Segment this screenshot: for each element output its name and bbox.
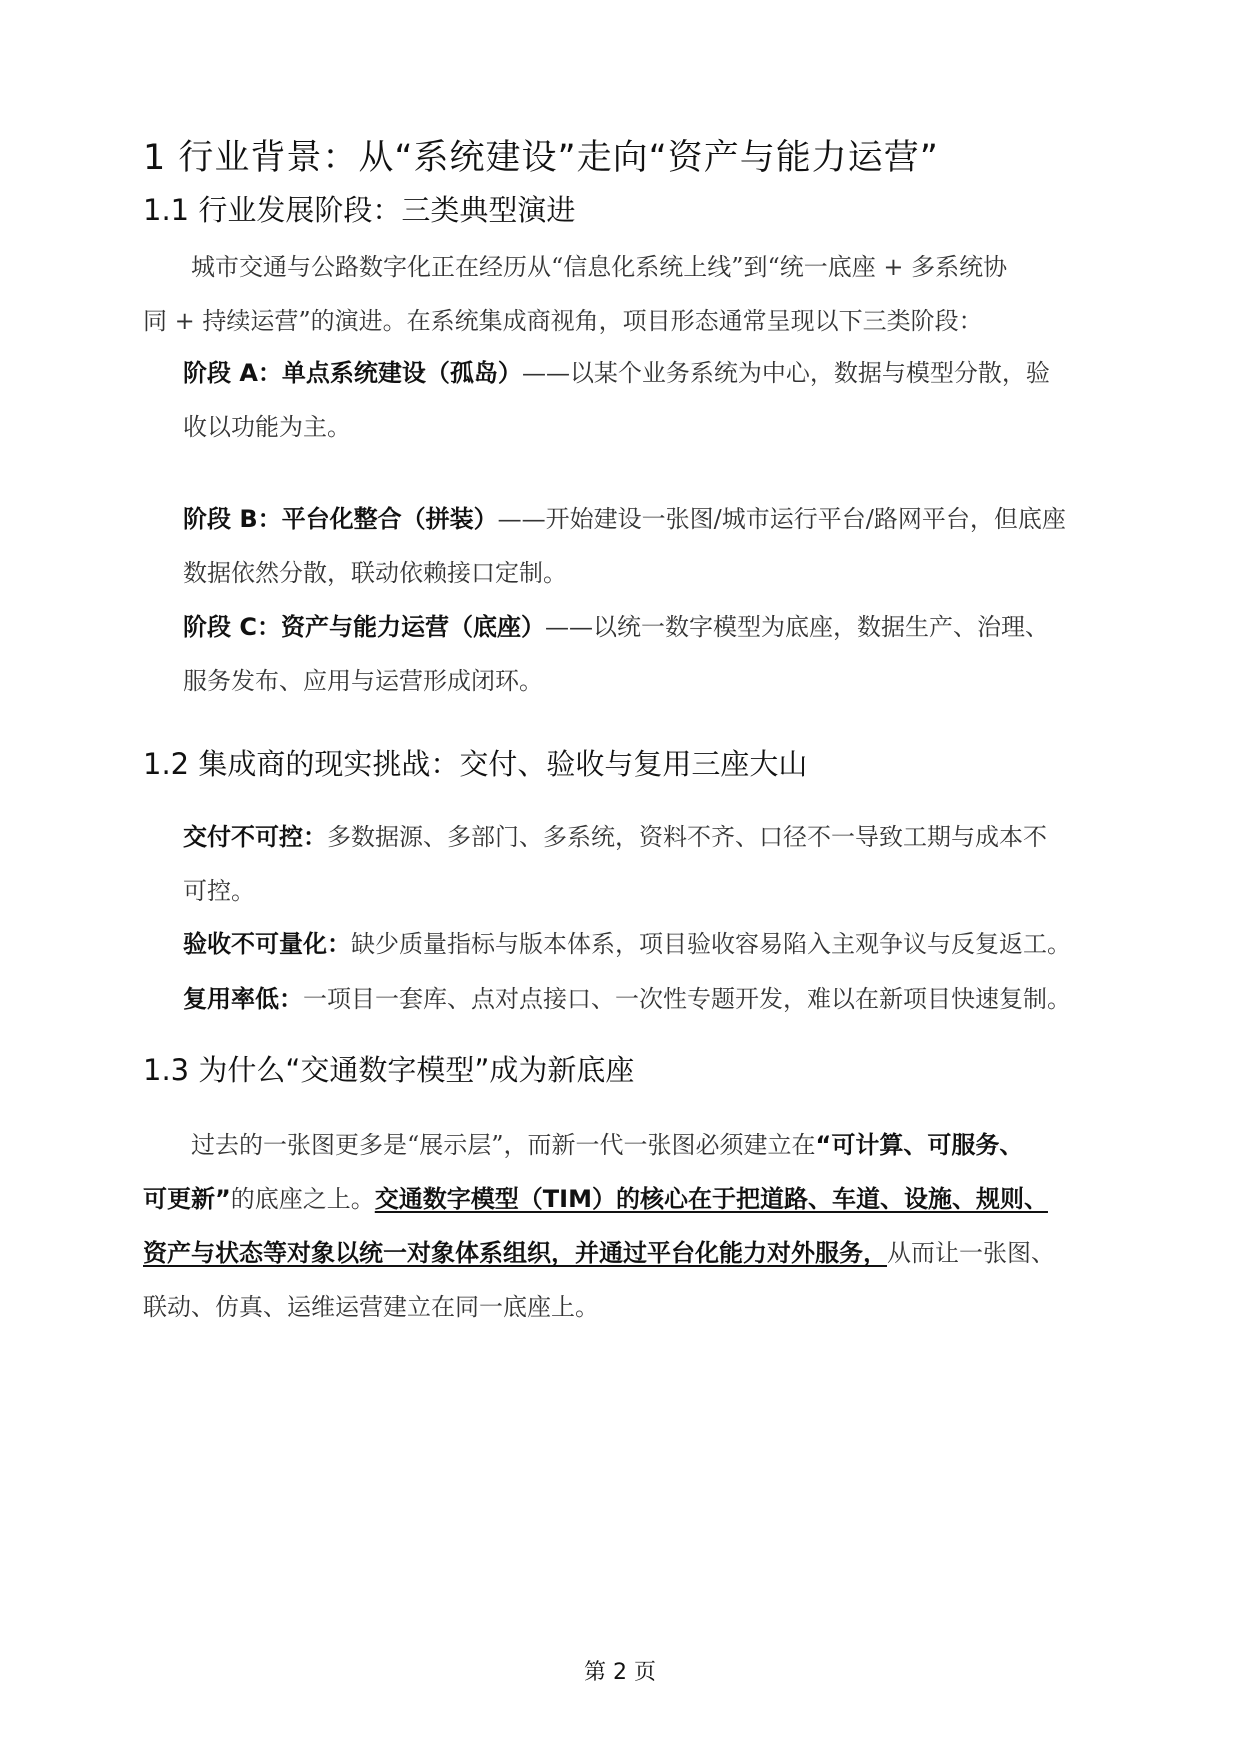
section-heading-1-2: 1.2 集成商的现实挑战：交付、验收与复用三座大山 — [143, 747, 808, 781]
challenge-delivery-text-2: 可控。 — [183, 877, 255, 905]
tim-line-2a: 可更新” — [143, 1185, 231, 1213]
tim-line-3b: 从而让一张图、 — [887, 1239, 1055, 1267]
stage-a-item — [183, 346, 1093, 454]
tim-line-1b: “可计算、可服务、 — [815, 1131, 1024, 1159]
stage-b-text-1: ——开始建设一张图/城市运行平台/路网平台，但底座 — [497, 505, 1066, 533]
section-heading-1-1: 1.1 行业发展阶段：三类典型演进 — [143, 193, 576, 227]
section-heading-1-3: 1.3 为什么“交通数字模型”成为新底座 — [143, 1053, 635, 1087]
chapter-heading: 1 行业背景：从“系统建设”走向“资产与能力运营” — [143, 138, 939, 178]
challenge-reuse — [183, 972, 1093, 1026]
intro-paragraph — [143, 240, 1093, 348]
challenge-acceptance-title: 验收不可量化： — [183, 930, 351, 958]
intro-line-1: 城市交通与公路数字化正在经历从“信息化系统上线”到“统一底座 + 多系统协 — [191, 253, 1008, 281]
intro-line-2: 同 + 持续运营”的演进。在系统集成商视角，项目形态通常呈现以下三类阶段： — [143, 307, 983, 335]
challenge-delivery-text-1: 多数据源、多部门、多系统，资料不齐、口径不一导致工期与成本不 — [327, 823, 1047, 851]
challenge-delivery-title: 交付不可控： — [183, 823, 327, 851]
tim-line-4: 联动、仿真、运维运营建立在同一底座上。 — [143, 1293, 599, 1321]
challenge-acceptance — [183, 917, 1093, 971]
tim-line-2c-underlined: 交通数字模型（TIM）的核心在于把道路、车道、设施、规则、 — [374, 1185, 1048, 1213]
stage-c-text-1: ——以统一数字模型为底座，数据生产、治理、 — [544, 613, 1049, 641]
tim-line-3a-underlined: 资产与状态等对象以统一对象体系组织，并通过平台化能力对外服务， — [143, 1239, 887, 1267]
stage-b-item — [183, 492, 1093, 600]
tim-line-1a: 过去的一张图更多是“展示层”，而新一代一张图必须建立在 — [191, 1131, 816, 1159]
stage-c-text-2: 服务发布、应用与运营形成闭环。 — [183, 667, 543, 695]
tim-line-2b: 的底座之上。 — [230, 1185, 375, 1213]
challenge-reuse-text: 一项目一套库、点对点接口、一次性专题开发，难以在新项目快速复制。 — [303, 985, 1071, 1013]
stage-b-title: 阶段 B：平台化整合（拼装） — [183, 505, 498, 533]
challenge-delivery — [183, 810, 1093, 918]
stage-a-text-2: 收以功能为主。 — [183, 413, 351, 441]
stage-c-title: 阶段 C：资产与能力运营（底座） — [183, 613, 545, 641]
stage-a-text-1: ——以某个业务系统为中心，数据与模型分散，验 — [521, 359, 1050, 387]
tim-paragraph — [143, 1118, 1093, 1334]
stage-b-text-2: 数据依然分散，联动依赖接口定制。 — [183, 559, 567, 587]
stage-c-item — [183, 600, 1093, 708]
page-number: 第 2 页 — [584, 1660, 656, 1685]
challenge-reuse-title: 复用率低： — [183, 985, 303, 1013]
stage-a-title: 阶段 A：单点系统建设（孤岛） — [183, 359, 522, 387]
challenge-acceptance-text: 缺少质量指标与版本体系，项目验收容易陷入主观争议与反复返工。 — [351, 930, 1071, 958]
